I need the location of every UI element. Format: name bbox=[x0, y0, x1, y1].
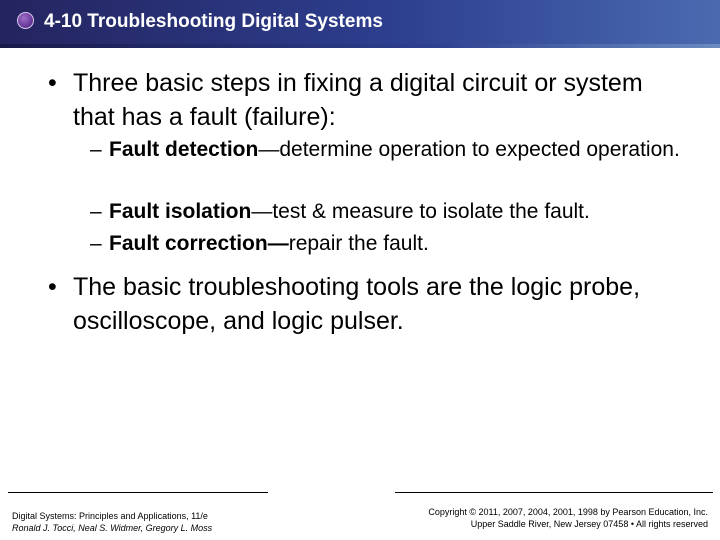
footer-rule-right bbox=[395, 492, 713, 493]
bullet-text: Three basic steps in fixing a digital circuit or system that has a fault (failure): bbox=[73, 69, 643, 131]
footer-rule-left bbox=[8, 492, 268, 493]
book-title: Digital Systems: Principles and Applications, 11/e bbox=[12, 511, 208, 521]
step-term: Fault isolation bbox=[109, 200, 252, 223]
footer-copyright bbox=[428, 506, 708, 530]
step-term: Fault correction— bbox=[109, 232, 289, 255]
book-authors: Ronald J. Tocci, Neal S. Widmer, Gregory L. Moss bbox=[12, 523, 213, 533]
title-underline bbox=[0, 44, 720, 48]
sub-bullet-text bbox=[109, 136, 699, 163]
bullet-text: The basic troubleshooting tools are the logic probe, oscilloscope, and logic pulser. bbox=[73, 273, 641, 335]
step-term: Fault detection bbox=[109, 138, 259, 161]
title-bar bbox=[0, 0, 720, 44]
footer-book-info bbox=[12, 510, 212, 534]
slide-title: 4-10 Troubleshooting Digital Systems bbox=[44, 11, 383, 32]
sub-bullet-marker: – bbox=[90, 232, 102, 255]
bullet-dot-icon bbox=[17, 12, 34, 29]
step-description: —determine operation to expected operation. bbox=[258, 138, 680, 161]
bullet-marker: • bbox=[48, 69, 57, 97]
copyright-line: Copyright © 2011, 2007, 2004, 2001, 1998 by Pearson Education, Inc. bbox=[428, 507, 708, 517]
sub-bullet-marker: – bbox=[90, 138, 102, 161]
publisher-line: Upper Saddle River, New Jersey 07458 • All rights reserved bbox=[470, 519, 708, 529]
bullet-marker: • bbox=[48, 273, 57, 301]
sub-bullet-text bbox=[109, 230, 699, 257]
sub-bullet-text bbox=[109, 198, 699, 225]
sub-bullet-marker: – bbox=[90, 200, 102, 223]
step-description: repair the fault. bbox=[288, 232, 429, 255]
step-description: —test & measure to isolate the fault. bbox=[251, 200, 590, 223]
